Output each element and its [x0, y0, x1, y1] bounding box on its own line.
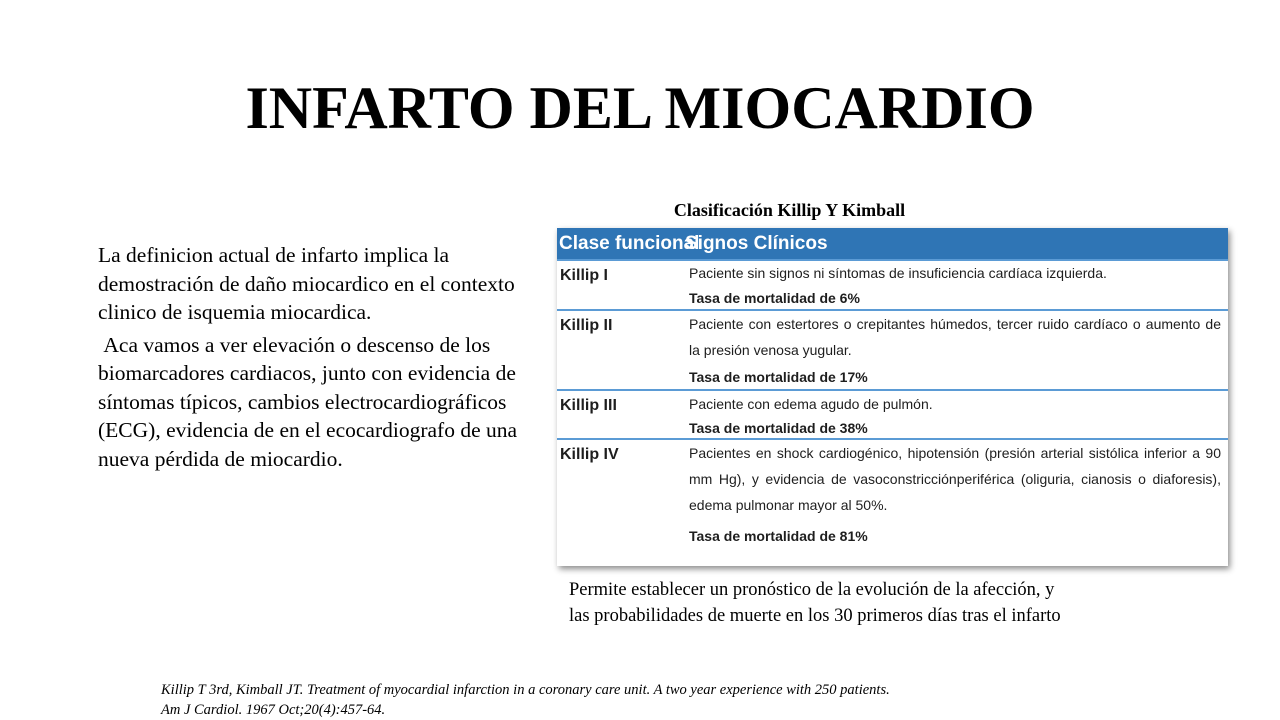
table-row	[557, 261, 1228, 309]
row-mortality: Tasa de mortalidad de 38%	[689, 420, 868, 436]
table-row	[557, 440, 1228, 566]
prognosis-note	[569, 577, 1229, 629]
table-row	[557, 311, 1228, 389]
row-signs: Paciente sin signos ni síntomas de insuficiencia cardíaca izquierda.	[689, 265, 1107, 281]
reference-line: Killip T 3rd, Kimball JT. Treatment of myocardial infarction in a coronary care unit. A two year experience with 250 patients.	[161, 682, 890, 698]
body-paragraph: La definicion actual de infarto implica la demostración de daño miocardico en el contexto clinico de isquemia miocardica.	[98, 243, 521, 324]
note-line: Permite establecer un pronóstico de la evolución de la afección, y	[569, 580, 1055, 600]
row-class-label: Killip I	[560, 267, 608, 284]
row-class-label: Killip II	[560, 317, 613, 334]
row-mortality: Tasa de mortalidad de 6%	[689, 290, 860, 306]
row-class-label: Killip IV	[560, 446, 619, 463]
row-signs: Pacientes en shock cardiogénico, hipotensión (presión arterial sistólica inferior a 90 mm Hg), y evidencia de vasoconstricciónperiférica (oliguria, cianosis o diaforesis), edema pulmonar mayor al 50%.	[689, 445, 1221, 513]
table-header-row	[557, 228, 1228, 259]
slide-title: INFARTO DEL MIOCARDIO	[245, 75, 1035, 141]
body-text	[98, 241, 542, 473]
row-mortality: Tasa de mortalidad de 81%	[689, 528, 868, 544]
killip-classification-table	[557, 228, 1228, 566]
row-class-label: Killip III	[560, 397, 617, 414]
row-signs: Paciente con edema agudo de pulmón.	[689, 396, 933, 412]
row-signs: Paciente con estertores o crepitantes húmedos, tercer ruido cardíaco o aumento de la presión venosa yugular.	[689, 316, 1221, 358]
note-line: las probabilidades de muerte en los 30 primeros días tras el infarto	[569, 606, 1061, 626]
table-header-class: Clase funcional	[559, 233, 700, 254]
reference-line: Am J Cardiol. 1967 Oct;20(4):457-64.	[161, 702, 386, 718]
table-caption: Clasificación Killip Y Kimball	[673, 200, 906, 220]
reference-citation	[161, 680, 1141, 720]
table-header-signs: Signos Clínicos	[685, 233, 828, 254]
table-row	[557, 391, 1228, 438]
body-paragraph: Aca vamos a ver elevación o descenso de los biomarcadores cardiacos, junto con evidencia de síntomas típicos, cambios electrocardiográficos (ECG), evidencia de en el ecocardiografo de una nueva pérdida de miocardio.	[98, 332, 523, 471]
row-mortality: Tasa de mortalidad de 17%	[689, 369, 868, 385]
